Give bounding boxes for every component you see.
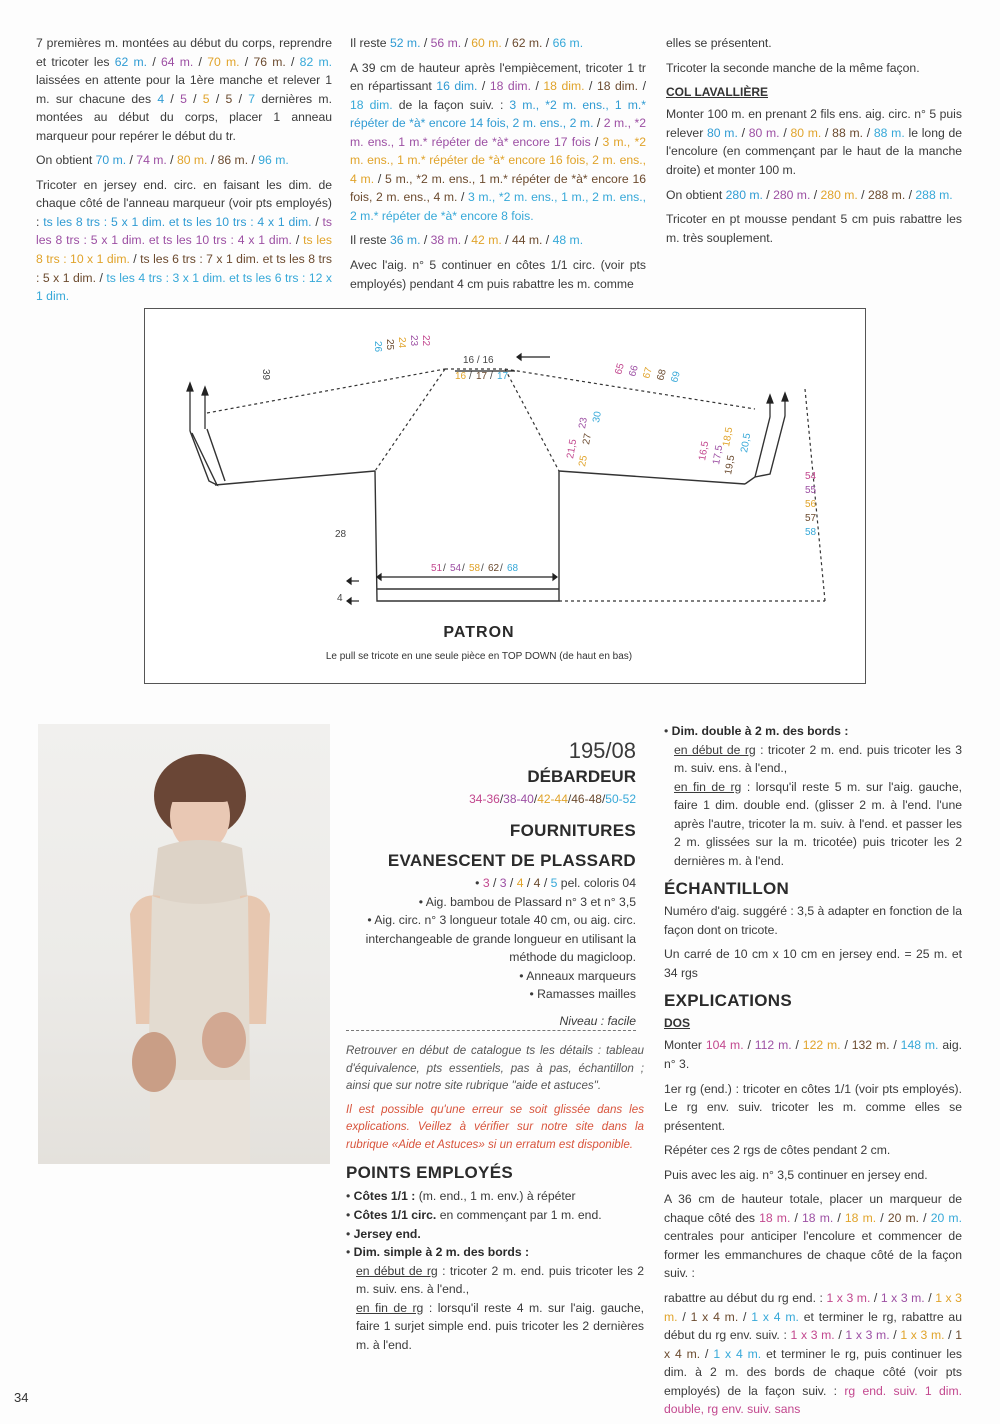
label-cuff: 20,5: [739, 432, 754, 454]
yarn-title: EVANESCENT DE PLASSARD: [387, 851, 636, 871]
supply-item: • Ramasses mailles: [529, 987, 636, 1002]
label-raglan-left: 25: [384, 339, 395, 351]
point-detail: en fin de rg : lorsqu'il reste 5 m. sur l'aig. gauche, faire 1 dim. double end. (glisser 2 m. à l'end. l'une après l'autre, tricoter la m. suiv. à l'end. et passer les 2 m. glissées sur la m. tricotée) puis tricoter les 2 dernières m. à l'end.: [674, 779, 962, 868]
supply-item: • Aig. bambou de Plassard n° 3 et n° 3,5: [418, 894, 636, 909]
top-column-2: [350, 34, 646, 299]
paragraph: Puis avec les aig. n° 3,5 continuer en jersey end.: [664, 1167, 928, 1182]
label-raglan-right: 66: [627, 364, 641, 378]
label-cuff: 19,5: [723, 454, 738, 476]
label-neck-s3: 16: [455, 371, 467, 382]
label-neck-s5: 17: [497, 371, 509, 382]
body-outline: [375, 471, 559, 601]
model-illustration: [38, 724, 330, 1164]
paragraph: elles se présentent.: [666, 36, 772, 50]
explications-title: EXPLICATIONS: [664, 991, 792, 1011]
label-raglan-mid: 30: [591, 410, 604, 424]
label-cuff: 16,5: [697, 440, 712, 462]
label-width-sep: /: [500, 563, 503, 574]
top-column-3: [666, 34, 962, 253]
point-item: • Dim. double à 2 m. des bords :: [664, 724, 849, 738]
point-detail: en fin de rg : lorsqu'il reste 4 m. sur l'aig. gauche, faire 1 surjet simple end. puis tricoter les 2 dernières m. à l'end.: [356, 1300, 644, 1352]
section-heading-col-lavalliere: COL LAVALLIÈRE: [666, 85, 768, 100]
paragraph: Répéter ces 2 rgs de côtes pendant 2 cm.: [664, 1143, 891, 1158]
label-neck-top: 16 / 16: [463, 355, 494, 366]
supply-item: • Anneaux marqueurs: [519, 968, 636, 983]
paragraph: Monter 100 m. en prenant 2 fils ens. aig. circ. n° 5 puis relever 80 m. / 80 m. / 80 m. / 88 m. / 88 m. le long de l'encolure (en commençant par le haut de la manche droite) et monter 100 m.: [666, 107, 963, 177]
left-sleeve-bottom: [215, 471, 375, 485]
label-width: 51: [431, 563, 443, 574]
label-side: 57: [805, 513, 817, 524]
paragraph: Il reste 36 m. / 38 m. / 42 m. / 44 m. / 48 m.: [350, 233, 584, 248]
article-header: [346, 738, 636, 1031]
label-neck-sep2: /: [490, 371, 493, 382]
label-side: 56: [805, 499, 817, 510]
label-raglan-left: 24: [396, 337, 407, 349]
right-column: [664, 722, 963, 1417]
paragraph: Numéro d'aig. suggéré : 3,5 à adapter en fonction de la façon dont on tricote.: [664, 904, 962, 937]
label-neck-sep1: /: [469, 371, 472, 382]
label-raglan-right: 65: [613, 362, 627, 376]
label-neck-s4: 17: [476, 371, 488, 382]
label-side: 54: [805, 471, 817, 482]
pattern-svg: [145, 309, 867, 685]
label-39: 39: [260, 369, 271, 381]
paragraph: Il reste 52 m. / 56 m. / 60 m. / 62 m. / 66 m.: [350, 36, 584, 50]
paragraph: On obtient 70 m. / 74 m. / 80 m. / 86 m. / 96 m.: [36, 153, 289, 168]
label-width-sep: /: [462, 563, 465, 574]
label-raglan-right: 68: [655, 368, 669, 382]
paragraph: A 36 cm de hauteur totale, placer un marqueur de chaque côté des 18 m. / 18 m. / 18 m. / 20 m. / 20 m. centrales pour anticiper l'encolure et commencer de former les emmanchures de chaque côté de la façon suiv. :: [664, 1192, 962, 1281]
yarn-qty: • 3 / 3 / 4 / 4 / 5 pel. coloris 04: [475, 876, 636, 891]
model-photo: [38, 724, 330, 1164]
label-width: 68: [507, 563, 519, 574]
label-cuff: 18,5: [721, 426, 736, 448]
label-raglan-left: 23: [408, 335, 419, 347]
pattern-diagram: [144, 308, 866, 684]
note-catalogue: Retrouver en début de catalogue ts les détails : tableau d'équivalence, pts essentiels, pas à pas, échantillon ; ainsi que sur notre site rubrique "aide et astuces".: [346, 1044, 644, 1093]
paragraph: Tricoter en jersey end. circ. en faisant les dim. de chaque côté de l'anneau marqueur (voir pts employés) : ts les 8 trs : 5 x 1 dim. et ts les 10 trs : 4 x 1 dim. / ts les 8 trs : 5 x 1 dim. et ts les 10 trs : 4 x 1 dim. / ts les 8 trs : 10 x 1 dim. / ts les 6 trs : 7 x 1 dim. et ts les 8 trs : 5 x 1 dim. / ts les 4 trs : 3 x 1 dim. et ts les 6 trs : 12 x 1 dim.: [36, 177, 332, 304]
note-erratum: Il est possible qu'une erreur se soit glissée dans les explications. Veillez à vérifier sur notre site dans la rubrique «Aide et Astuces» si un erratum est disponible.: [346, 1102, 644, 1152]
label-width-sep: /: [481, 563, 484, 574]
page-number: 34: [14, 1390, 29, 1405]
label-cuff: 17,5: [711, 444, 726, 466]
points-title: POINTS EMPLOYÉS: [346, 1162, 513, 1182]
paragraph: rabattre au début du rg end. : 1 x 3 m. / 1 x 3 m. / 1 x 3 m. / 1 x 4 m. / 1 x 4 m. et terminer le rg, rabattre au début du rg env. suiv. : 1 x 3 m. / 1 x 3 m. / 1 x 3 m. / 1 x 4 m. / 1 x 4 m. et terminer le rg, puis continuer les dim. à 2 m. des bords de chaque côté (voir pts employés) de la façon suiv. : rg end. suiv. 1 dim. double, rg env. suiv. sans: [664, 1291, 963, 1417]
paragraph: Avec l'aig. n° 5 continuer en côtes 1/1 circ. (voir pts employés) pendant 4 cm puis rabattre les m. comme: [350, 258, 646, 291]
supply-item: • Aig. circ. n° 3 longueur totale 40 cm, ou aig. circ. interchangeable de grande longueur en utilisant la méthode du magicloop.: [365, 913, 636, 965]
label-width: 62: [488, 563, 500, 574]
paragraph: 1er rg (end.) : tricoter en côtes 1/1 (voir pts employés). Le rg env. suiv. tricoter les m. comme elles se présentent.: [664, 1081, 962, 1133]
label-width: 54: [450, 563, 462, 574]
point-item: • Jersey end.: [346, 1226, 421, 1241]
paragraph: Tricoter la seconde manche de la même façon.: [666, 60, 920, 75]
label-raglan-right: 67: [641, 366, 655, 380]
label-raglan-mid: 23: [577, 416, 590, 430]
paragraph: On obtient 280 m. / 280 m. / 280 m. / 288 m. / 288 m.: [666, 187, 953, 202]
sizes: 34-36/38-40/42-44/46-48/50-52: [469, 792, 636, 807]
point-item: • Côtes 1/1 circ. en commençant par 1 m. end.: [346, 1208, 602, 1223]
label-side: 55: [805, 485, 817, 496]
label-raglan-mid: 25: [577, 454, 590, 468]
point-detail: en début de rg : tricoter 2 m. end. puis tricoter les 3 m. suiv. ens. à l'end.,: [674, 742, 963, 776]
level: Niveau : facile: [346, 1012, 636, 1032]
label-width: 58: [469, 563, 481, 574]
label-raglan-left: 22: [420, 335, 431, 347]
point-detail: en début de rg : tricoter 2 m. end. puis tricoter les 2 m. suiv. ens. à l'end.,: [356, 1263, 645, 1297]
paragraph: Monter 104 m. / 112 m. / 122 m. / 132 m. / 148 m. aig. n° 3.: [664, 1038, 962, 1071]
left-cuff: [190, 431, 217, 485]
top-column-1: [36, 34, 332, 312]
label-side: 58: [805, 527, 817, 538]
label-raglan-mid: 27: [581, 432, 594, 446]
fournitures-title: FOURNITURES: [509, 821, 636, 841]
right-sleeve-bottom: [559, 471, 745, 484]
paragraph: Un carré de 10 cm x 10 cm en jersey end. = 25 m. et 34 rgs: [664, 947, 962, 980]
middle-column: [346, 1042, 644, 1354]
label-raglan-left: 26: [372, 341, 383, 353]
label-raglan-mid: 21,5: [565, 438, 580, 460]
pattern-title: PATRON: [443, 624, 515, 641]
label-4: 4: [337, 593, 343, 604]
dos-title: DOS: [664, 1016, 691, 1031]
point-item: • Côtes 1/1 : (m. end., 1 m. env.) à répéter: [346, 1189, 576, 1204]
paragraph: A 39 cm de hauteur après l'empiècement, tricoter 1 tr en répartissant 16 dim. / 18 dim. / 18 dim. / 18 dim. / 18 dim. de la façon suiv. : 3 m., *2 m. ens., 1 m.* répéter de *à* encore 14 fois, 2 m. ens., 2 m. / 2 m., *2 m. ens., 1 m.* répéter de *à* encore 17 fois / 3 m., *2 m. ens., 1 m.* répéter de *à* encore 16 fois, 2 m. ens., 4 m. / 5 m., *2 m. ens., 1 m.* répéter de *à* encore 16 fois, 2 m. ens., 4 m. / 3 m., *2 m. ens., 1 m., 2 m. ens., 2 m.* répéter de *à* encore 8 fois.: [350, 60, 647, 223]
article-number: 195/08: [568, 738, 636, 763]
article-name: DÉBARDEUR: [527, 767, 636, 787]
point-item: • Dim. simple à 2 m. des bords :: [346, 1245, 530, 1260]
label-width-sep: /: [443, 563, 446, 574]
pattern-caption: Le pull se tricote en une seule pièce en TOP DOWN (de haut en bas): [325, 651, 633, 662]
label-raglan-right: 69: [669, 370, 683, 384]
paragraph: Tricoter en pt mousse pendant 5 cm puis rabattre les m. très souplement.: [666, 212, 962, 245]
label-28: 28: [335, 529, 347, 540]
paragraph: 7 premières m. montées au début du corps, reprendre et tricoter les 62 m. / 64 m. / 70 m. / 76 m. / 82 m. laissées en attente pour la 1ère manche et relever 1 m. sur chacune des 4 / 5 / 5 / 5 / 7 dernières m. montées au début du corps, placer 1 anneau marqueur pour repérer le début du tr.: [36, 36, 333, 143]
echantillon-title: ÉCHANTILLON: [664, 879, 790, 899]
